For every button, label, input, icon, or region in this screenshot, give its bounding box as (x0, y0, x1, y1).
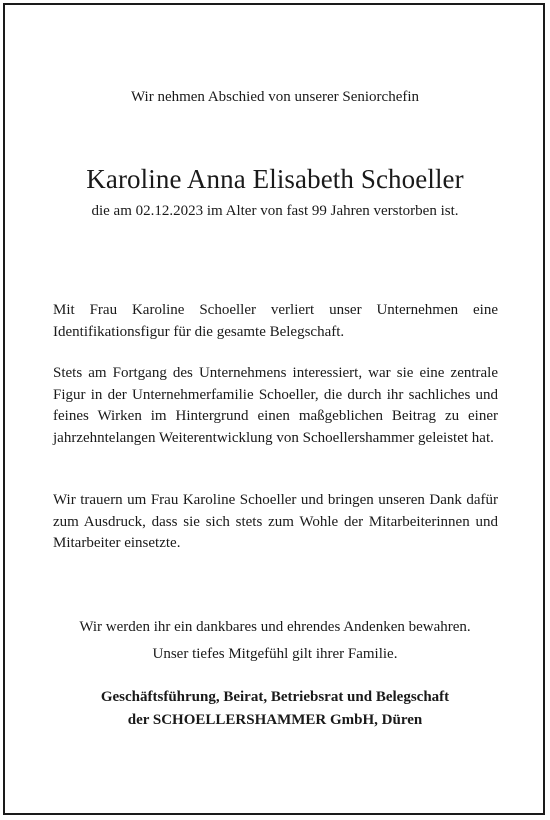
death-date-line: die am 02.12.2023 im Alter von fast 99 Jahren verstorben ist. (91, 203, 459, 219)
closing-remembrance: Wir werden ihr ein dankbares und ehrendes Andenken bewahren. (79, 619, 471, 635)
intro-line: Wir nehmen Abschied von unserer Seniorchefin (130, 89, 420, 105)
closing-condolence: Unser tiefes Mitgefühl gilt ihrer Familie. (152, 646, 398, 662)
paragraph-tribute: Mit Frau Karoline Schoeller verliert unser Unternehmen eine Identifikationsfigur für die gesamte Belegschaft. (53, 302, 498, 340)
paragraph-thanks: Wir trauern um Frau Karoline Schoeller und bringen unseren Dank dafür zum Ausdruck, dass sie sich stets zum Wohle der Mitarbeiterinnen und Mitarbeiter einsetzte. (53, 492, 498, 551)
paragraph-role: Stets am Fortgang des Unternehmens interessiert, war sie eine zentrale Figur in der Unternehmerfamilie Schoeller, die durch ihr sachliches und feines Wirken im Hintergrund einen maßgeblichen Beitrag zu einer jahrzehntelangen Weiterentwicklung von Schoellershammer geleistet hat. (53, 365, 498, 446)
signature-line-2: der SCHOELLERSHAMMER GmbH, Düren (127, 712, 423, 728)
signature-line-1: Geschäftsführung, Beirat, Betriebsrat und Belegschaft (100, 689, 450, 705)
deceased-name: Karoline Anna Elisabeth Schoeller (86, 164, 464, 194)
